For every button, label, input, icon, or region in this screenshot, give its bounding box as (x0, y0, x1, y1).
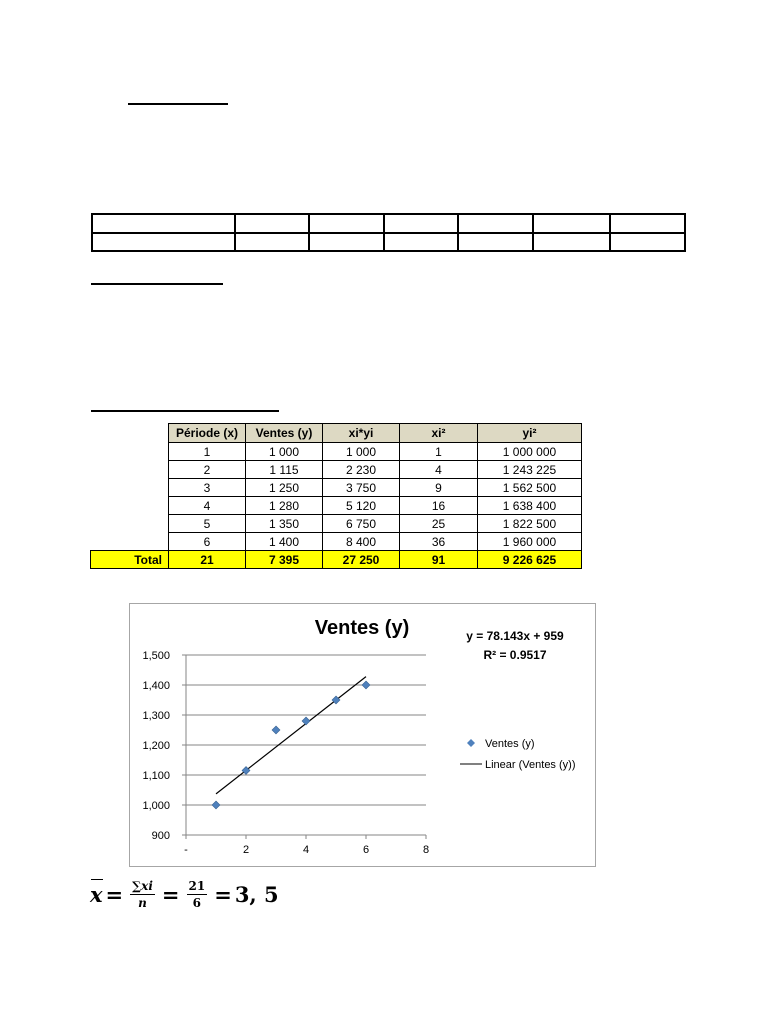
sum-fraction (130, 879, 155, 910)
empty-cell (458, 214, 533, 233)
trendline-equation: y = 78.143x + 959 (466, 629, 564, 643)
scatter-chart (129, 603, 596, 867)
row-label-cell (91, 443, 169, 461)
table-cell: 1 960 000 (478, 533, 582, 551)
legend-series-label: Ventes (y) (485, 738, 535, 750)
mean-formula (90, 872, 279, 916)
r-squared-label: R² = 0.9517 (483, 648, 547, 662)
equals-sign: = (214, 881, 232, 907)
table-cell: 4 (169, 497, 246, 515)
legend-trendline-label: Linear (Ventes (y)) (485, 759, 576, 771)
table-row (91, 461, 582, 479)
empty-cell (309, 233, 384, 252)
table-cell: 1 (169, 443, 246, 461)
row-label-cell (91, 533, 169, 551)
y-tick-label: 1,100 (142, 770, 170, 782)
x-tick-label: - (184, 844, 188, 856)
table-cell: 4 (400, 461, 478, 479)
table-cell: 16 (400, 497, 478, 515)
table-cell: 1 115 (246, 461, 323, 479)
table-cell: 1 000 000 (478, 443, 582, 461)
column-header: yi² (478, 424, 582, 443)
y-tick-label: 1,300 (142, 710, 170, 722)
empty-cell (235, 233, 309, 252)
data-point (212, 801, 220, 809)
table-row (91, 533, 582, 551)
equals-sign: = (161, 881, 180, 907)
empty-cell (458, 233, 533, 252)
x-tick-label: 6 (362, 844, 370, 856)
x-tick-label: 8 (422, 844, 430, 856)
equals-sign: = (105, 881, 124, 907)
chart-title: Ventes (y) (314, 617, 410, 639)
row-label-cell (91, 461, 169, 479)
table-cell: 1 350 (246, 515, 323, 533)
table-header-row (91, 424, 582, 443)
formula-result: 3, 5 (234, 881, 279, 907)
value-fraction (187, 879, 208, 910)
empty-cell (92, 214, 235, 233)
table-cell: 5 120 (323, 497, 400, 515)
y-tick-label: 1,500 (142, 650, 170, 662)
table-cell: 1 280 (246, 497, 323, 515)
x-tick-label: 2 (242, 844, 250, 856)
section-heading-underline-1 (128, 103, 228, 105)
empty-cell (610, 214, 685, 233)
row-label-cell (91, 479, 169, 497)
table-cell: 2 (169, 461, 246, 479)
table-cell: 25 (400, 515, 478, 533)
table-row (92, 233, 685, 252)
x-tick-label: 4 (302, 844, 310, 856)
table-row (91, 479, 582, 497)
table-cell: 8 400 (323, 533, 400, 551)
data-point (272, 726, 280, 734)
table-cell: 3 (169, 479, 246, 497)
chart-canvas (130, 604, 595, 866)
y-tick-label: 1,000 (142, 800, 170, 812)
data-point (362, 681, 370, 689)
table-cell: 1 250 (246, 479, 323, 497)
data-point (302, 717, 310, 725)
total-label: Total (91, 551, 169, 569)
table-row (91, 497, 582, 515)
data-table (90, 423, 582, 569)
empty-cell (533, 214, 610, 233)
table-cell: 1 000 (246, 443, 323, 461)
empty-cell (610, 233, 685, 252)
table-cell: 1 638 400 (478, 497, 582, 515)
empty-cell (384, 233, 458, 252)
table-cell: 6 750 (323, 515, 400, 533)
value-denominator: 6 (192, 895, 202, 910)
column-header: xi² (400, 424, 478, 443)
table-cell: 5 (169, 515, 246, 533)
column-header: xi*yi (323, 424, 400, 443)
table-cell: 1 822 500 (478, 515, 582, 533)
table-cell: 2 230 (323, 461, 400, 479)
sum-denominator: n (138, 895, 147, 910)
total-cell: 9 226 625 (478, 551, 582, 569)
total-cell: 7 395 (246, 551, 323, 569)
table-cell: 1 400 (246, 533, 323, 551)
y-tick-label: 1,400 (142, 680, 170, 692)
empty-table (91, 213, 686, 252)
section-heading-underline-3 (91, 410, 279, 412)
table-cell: 36 (400, 533, 478, 551)
table-row (91, 443, 582, 461)
total-cell: 91 (400, 551, 478, 569)
empty-cell (92, 233, 235, 252)
empty-cell (309, 214, 384, 233)
value-numerator: 21 (188, 878, 206, 893)
empty-cell (384, 214, 458, 233)
table-row (92, 214, 685, 233)
table-cell: 6 (169, 533, 246, 551)
column-header: Ventes (y) (246, 424, 323, 443)
legend-marker-diamond-icon (467, 739, 475, 747)
y-tick-label: 900 (151, 830, 170, 842)
total-cell: 21 (169, 551, 246, 569)
table-cell: 1 243 225 (478, 461, 582, 479)
row-label-cell (91, 515, 169, 533)
total-row (91, 551, 582, 569)
total-cell: 27 250 (323, 551, 400, 569)
column-header: Période (x) (169, 424, 246, 443)
section-heading-underline-2 (91, 283, 223, 285)
table-cell: 1 562 500 (478, 479, 582, 497)
table-cell: 3 750 (323, 479, 400, 497)
empty-cell (533, 233, 610, 252)
table-cell: 1 000 (323, 443, 400, 461)
trendline (216, 677, 366, 794)
y-tick-label: 1,200 (142, 740, 170, 752)
table-cell: 9 (400, 479, 478, 497)
table-row (91, 515, 582, 533)
sum-numerator: ∑xi (132, 878, 153, 893)
table-cell: 1 (400, 443, 478, 461)
formula-lhs: x (90, 881, 103, 907)
empty-cell (235, 214, 309, 233)
row-label-cell (91, 497, 169, 515)
table-corner (91, 424, 169, 443)
